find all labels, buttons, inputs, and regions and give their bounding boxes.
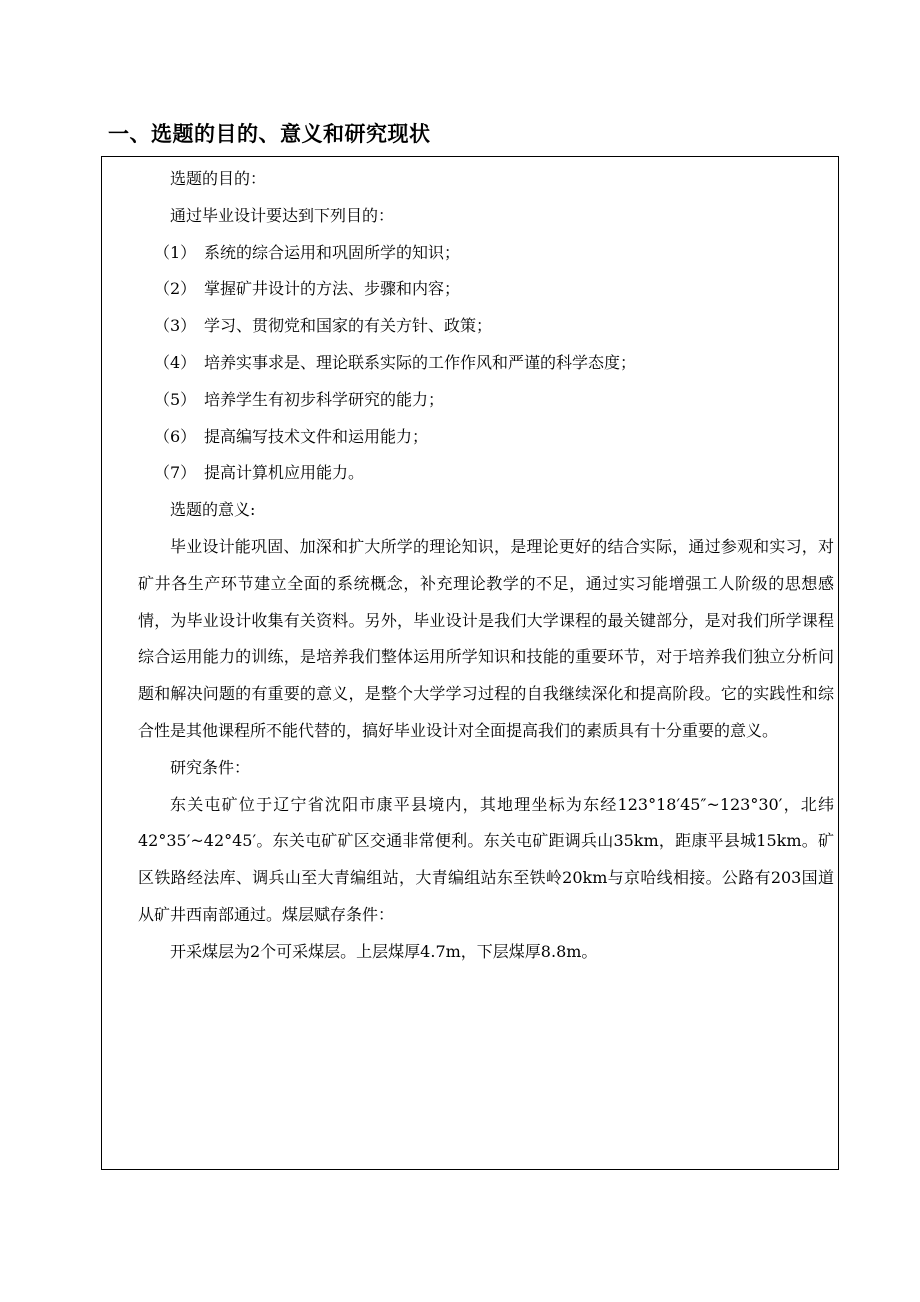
section-heading: 一、选题的目的、意义和研究现状 — [108, 122, 431, 146]
item-number: （4） — [154, 352, 197, 372]
content-body — [138, 161, 834, 971]
item-number: （2） — [154, 279, 197, 299]
item-text: 系统的综合运用和巩固所学的知识； — [204, 242, 461, 262]
significance-label: 选题的意义: — [170, 500, 256, 520]
purpose-item — [138, 235, 834, 272]
content-box — [101, 156, 839, 1170]
item-text: 培养学生有初步科学研究的能力； — [204, 389, 445, 409]
conditions-label: 研究条件： — [170, 757, 251, 777]
item-number: （6） — [154, 426, 197, 446]
purpose-intro: 通过毕业设计要达到下列目的： — [170, 205, 395, 225]
item-text: 提高编写技术文件和运用能力； — [204, 426, 429, 446]
purpose-item — [138, 345, 834, 382]
item-number: （5） — [154, 389, 197, 409]
item-number: （7） — [154, 463, 197, 483]
item-text: 掌握矿井设计的方法、步骤和内容； — [204, 279, 461, 299]
item-number: （1） — [154, 242, 197, 262]
purpose-item — [138, 271, 834, 308]
purpose-item — [138, 308, 834, 345]
conditions-paragraph: 东关屯矿位于辽宁省沈阳市康平县境内，其地理坐标为东经123°18′45″~123°30′，北纬42°35′~42°45′。东关屯矿矿区交通非常便利。东关屯矿距调兵山35km，距康平县城15km。矿区铁路经法库、调兵山至大青编组站，大青编组站东至铁岭20km与京哈线相接。公路有203国道从矿井西南部通过。煤层赋存条件： — [138, 794, 834, 924]
purpose-item — [138, 455, 834, 492]
purpose-label: 选题的目的： — [170, 169, 267, 188]
item-number: （3） — [154, 316, 197, 336]
item-text: 学习、贯彻党和国家的有关方针、政策； — [204, 316, 493, 336]
item-text: 培养实事求是、理论联系实际的工作作风和严谨的科学态度； — [204, 352, 637, 372]
purpose-item — [138, 419, 834, 456]
item-text: 提高计算机应用能力。 — [204, 463, 365, 483]
significance-paragraph: 毕业设计能巩固、加深和扩大所学的理论知识，是理论更好的结合实际，通过参观和实习，对矿井各生产环节建立全面的系统概念，补充理论教学的不足，通过实习能增强工人阶级的思想感情，为毕业设计收集有关资料。另外，毕业设计是我们大学课程的最关键部分，是对我们所学课程综合运用能力的训练，是培养我们整体运用所学知识和技能的重要环节，对于培养我们独立分析问题和解决问题的有重要的意义，是整个大学学习过程的自我继续深化和提高阶段。它的实践性和综合性是其他课程所不能代替的，搞好毕业设计对全面提高我们的素质具有十分重要的意义。 — [138, 536, 834, 740]
coal-seams-paragraph: 开采煤层为2个可采煤层。上层煤厚4.7m，下层煤厚8.8m。 — [170, 941, 598, 961]
purpose-item — [138, 382, 834, 419]
